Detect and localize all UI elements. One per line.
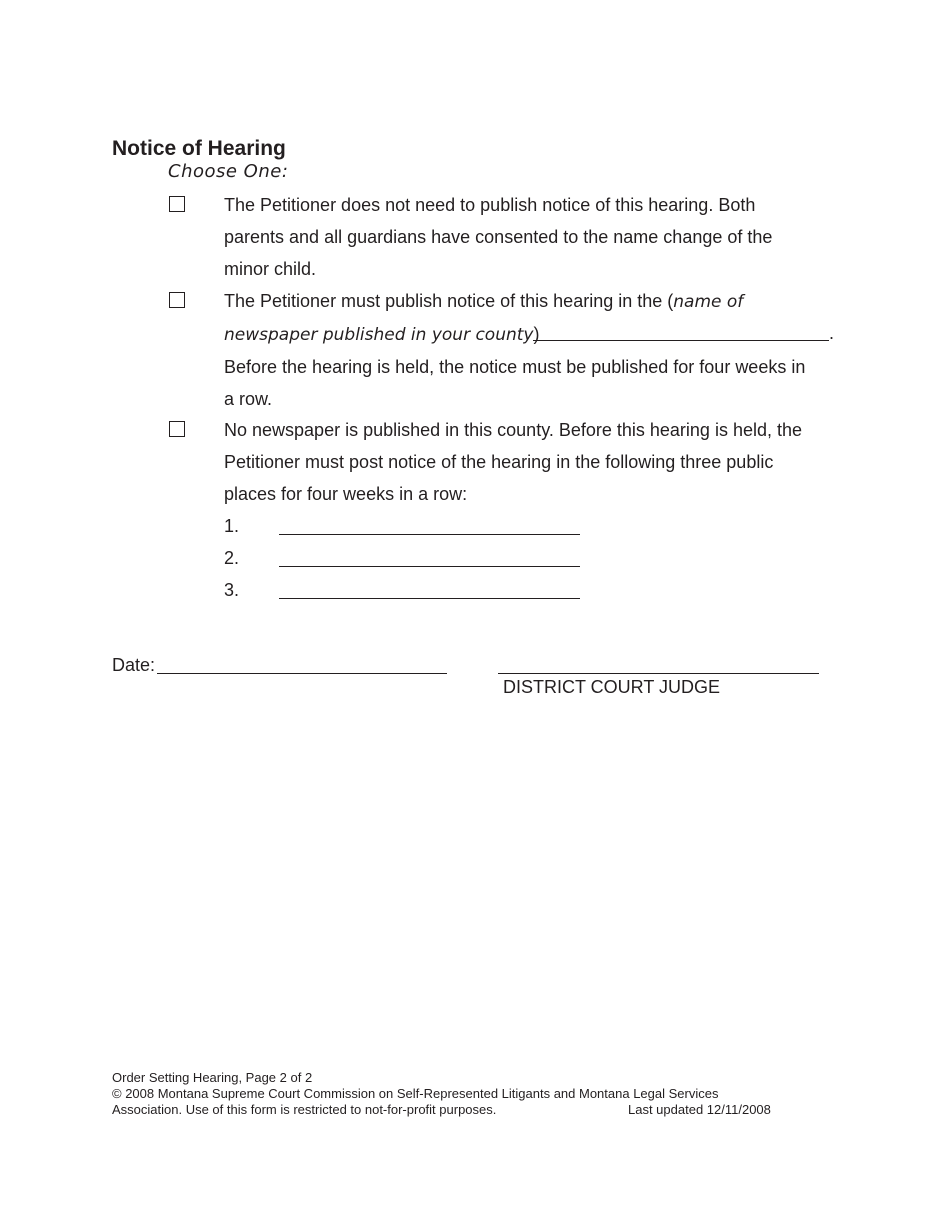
footer-last-updated: Last updated 12/11/2008: [628, 1102, 771, 1117]
public-place-blank-1[interactable]: [279, 534, 580, 535]
footer-form-title: Order Setting Hearing, Page 2 of 2: [112, 1070, 313, 1085]
newspaper-line-period: .: [829, 323, 835, 343]
date-blank[interactable]: [157, 673, 447, 674]
public-place-number-1: 1.: [224, 516, 240, 536]
option-publish-line-2-suffix: ): [533, 324, 540, 344]
date-label: Date:: [112, 655, 156, 675]
option-no-publish-text: [224, 189, 772, 285]
public-place-number-2: 2.: [224, 548, 240, 568]
option-post-notice-line-1: No newspaper is published in this county. Before this hearing is held, the: [224, 420, 803, 440]
option-post-notice-line-3: places for four weeks in a row:: [224, 484, 468, 504]
option-post-notice-line-2: Petitioner must post notice of the hearing in the following three public: [224, 452, 774, 472]
option-post-notice-text: [224, 414, 802, 510]
section-title: Notice of Hearing: [112, 137, 286, 160]
option-publish-checkbox[interactable]: [169, 292, 185, 308]
public-place-blank-3[interactable]: [279, 598, 580, 599]
option-publish-text: [224, 285, 805, 415]
public-place-blank-2[interactable]: [279, 566, 580, 567]
option-publish-line-1-prefix: The Petitioner must publish notice of this hearing in the (: [224, 291, 674, 311]
option-publish-line-2-italic: newspaper published in your county: [224, 325, 534, 345]
option-publish-line-3: Before the hearing is held, the notice must be published for four weeks in: [224, 357, 806, 377]
option-post-notice-checkbox[interactable]: [169, 421, 185, 437]
footer-usage-note: Association. Use of this form is restricted to not-for-profit purposes.: [112, 1102, 497, 1117]
option-publish-line-1: [224, 285, 805, 318]
option-no-publish-line-1: The Petitioner does not need to publish notice of this hearing. Both: [224, 195, 756, 215]
judge-signature-blank[interactable]: [498, 673, 819, 674]
option-publish-line-1-italic: name of: [673, 292, 744, 312]
option-no-publish-line-2: parents and all guardians have consented to the name change of the: [224, 227, 773, 247]
judge-label: DISTRICT COURT JUDGE: [503, 677, 721, 697]
choose-one-label: Choose One:: [168, 161, 289, 182]
option-publish-line-2: [224, 318, 805, 351]
newspaper-name-blank[interactable]: [533, 340, 829, 341]
option-publish-line-4: a row.: [224, 389, 273, 409]
public-place-number-3: 3.: [224, 580, 240, 600]
footer-copyright: © 2008 Montana Supreme Court Commission on Self-Represented Litigants and Montana Legal Services: [112, 1086, 719, 1101]
option-no-publish-checkbox[interactable]: [169, 196, 185, 212]
option-no-publish-line-3: minor child.: [224, 259, 317, 279]
